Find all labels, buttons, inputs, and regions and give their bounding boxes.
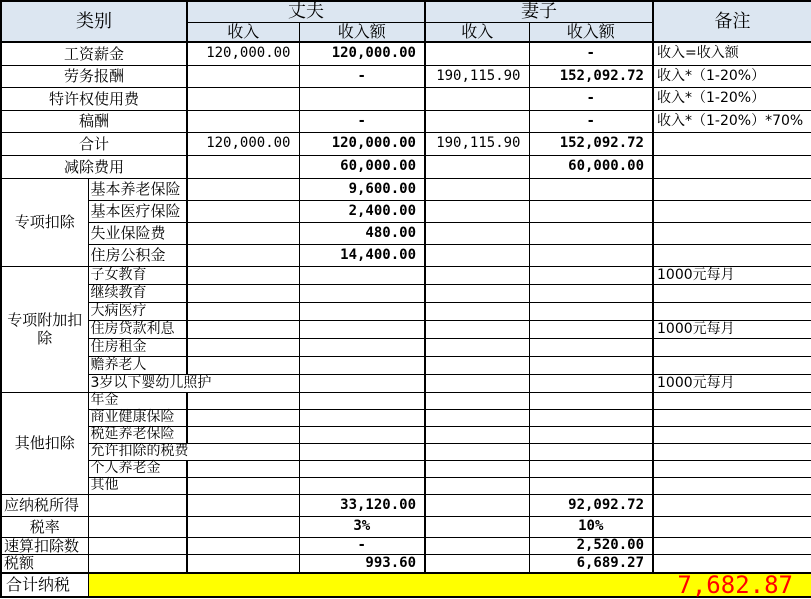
husband-income-cell (187, 178, 299, 200)
husband-amount-cell (299, 266, 425, 284)
wife-amount-cell (529, 392, 653, 409)
summary-spacer-cell (88, 537, 187, 555)
wife-income-cell (425, 87, 529, 110)
remark-cell (653, 460, 811, 477)
husband-income-cell (187, 460, 299, 477)
remark-cell (653, 338, 811, 356)
remark-cell: 收入*（1-20%） (653, 65, 811, 87)
remark-cell (653, 356, 811, 374)
group-label-cell: 专项附加扣除 (1, 266, 88, 392)
row-annuity (1, 392, 811, 409)
row-unemployment (1, 222, 811, 244)
husband-income-cell (187, 477, 299, 494)
husband-amount-cell: 14,400.00 (299, 244, 425, 266)
husband-income-cell (187, 555, 299, 573)
husband-income-cell (187, 87, 299, 110)
item-name-cell: 其他 (88, 477, 187, 494)
wife-amount-cell (529, 426, 653, 443)
wife-income-cell (425, 409, 529, 426)
total-value-cell: 7,682.87 (88, 573, 811, 597)
row-labor (1, 65, 811, 87)
row-infant-care (1, 374, 811, 392)
wife-income-cell (425, 200, 529, 222)
husband-income-cell (187, 284, 299, 302)
husband-amount-cell: - (299, 537, 425, 555)
wife-amount-cell (529, 244, 653, 266)
item-name-cell: 赡养老人 (88, 356, 187, 374)
wife-income-cell (425, 392, 529, 409)
husband-amount-cell: 60,000.00 (299, 155, 425, 178)
husband-amount-cell: 3% (299, 516, 425, 537)
wife-amount-cell (529, 443, 653, 460)
item-name-cell: 个人养老金 (88, 460, 187, 477)
item-name-cell: 子女教育 (88, 266, 187, 284)
wife-amount-cell (529, 200, 653, 222)
husband-income-cell (187, 426, 299, 443)
husband-income-cell (187, 200, 299, 222)
row-serious-illness (1, 302, 811, 320)
wife-amount-cell: - (529, 87, 653, 110)
husband-amount-cell: - (299, 65, 425, 87)
item-name-cell: 继续教育 (88, 284, 187, 302)
row-pension (1, 178, 811, 200)
husband-income-cell: 120,000.00 (187, 132, 299, 155)
husband-amount-cell (299, 284, 425, 302)
item-name-cell: 住房贷款利息 (88, 320, 187, 338)
row-subtotal (1, 132, 811, 155)
row-label-cell: 合计 (1, 132, 187, 155)
husband-income-cell (187, 302, 299, 320)
husband-amount-cell: 2,400.00 (299, 200, 425, 222)
remark-cell (653, 200, 811, 222)
remark-cell: 1000元每月 (653, 266, 811, 284)
remark-cell: 收入*（1-20%） (653, 87, 811, 110)
wife-amount-cell (529, 477, 653, 494)
remark-cell (653, 392, 811, 409)
husband-amount-cell (299, 302, 425, 320)
wife-income-cell (425, 110, 529, 132)
wife-income-cell (425, 284, 529, 302)
wife-amount-cell: 60,000.00 (529, 155, 653, 178)
item-name-cell: 基本养老保险 (88, 178, 187, 200)
wife-amount-cell (529, 356, 653, 374)
item-name-cell: 住房公积金 (88, 244, 187, 266)
header-wife-income: 收入 (425, 22, 529, 42)
header-remarks: 备注 (653, 1, 811, 42)
wife-income-cell (425, 42, 529, 65)
husband-amount-cell (299, 460, 425, 477)
wife-amount-cell (529, 320, 653, 338)
summary-label-cell: 税率 (1, 516, 88, 537)
husband-amount-cell: 9,600.00 (299, 178, 425, 200)
husband-amount-cell: 120,000.00 (299, 132, 425, 155)
wife-income-cell (425, 302, 529, 320)
husband-income-cell (187, 516, 299, 537)
remark-cell (653, 284, 811, 302)
remark-cell (653, 244, 811, 266)
row-label-cell: 特许权使用费 (1, 87, 187, 110)
husband-income-cell (187, 320, 299, 338)
husband-income-cell (187, 356, 299, 374)
husband-amount-cell (299, 374, 425, 392)
husband-income-cell (187, 409, 299, 426)
wife-income-cell (425, 222, 529, 244)
remark-cell (653, 477, 811, 494)
item-name-cell: 年金 (88, 392, 187, 409)
wife-income-cell (425, 477, 529, 494)
husband-amount-cell: 993.60 (299, 555, 425, 573)
husband-income-cell (187, 155, 299, 178)
husband-amount-cell (299, 338, 425, 356)
row-wages (1, 42, 811, 65)
row-elderly-support (1, 356, 811, 374)
row-medical (1, 200, 811, 222)
remark-cell: 收入=收入额 (653, 42, 811, 65)
row-deductible-taxes (1, 443, 811, 460)
husband-income-cell (187, 494, 299, 516)
husband-amount-cell: 480.00 (299, 222, 425, 244)
header-wife: 妻子 (425, 1, 653, 22)
item-name-cell: 允许扣除的税费 (88, 443, 299, 460)
row-mortgage-interest (1, 320, 811, 338)
summary-label-cell: 税额 (1, 555, 88, 573)
wife-income-cell (425, 460, 529, 477)
wife-amount-cell: 92,092.72 (529, 494, 653, 516)
husband-amount-cell (299, 443, 425, 460)
summary-spacer-cell (88, 516, 187, 537)
row-standard-deduction (1, 155, 811, 178)
husband-amount-cell (299, 477, 425, 494)
wife-amount-cell: - (529, 110, 653, 132)
item-name-cell: 住房租金 (88, 338, 187, 356)
remark-cell (653, 222, 811, 244)
wife-income-cell (425, 266, 529, 284)
wife-amount-cell: - (529, 42, 653, 65)
remark-cell (653, 443, 811, 460)
item-name-cell: 大病医疗 (88, 302, 187, 320)
remark-cell: 1000元每月 (653, 320, 811, 338)
header-husband-income: 收入 (187, 22, 299, 42)
item-name-cell: 失业保险费 (88, 222, 187, 244)
row-label-cell: 减除费用 (1, 155, 187, 178)
husband-income-cell (187, 338, 299, 356)
wife-amount-cell (529, 222, 653, 244)
row-housing-fund (1, 244, 811, 266)
wife-income-cell (425, 443, 529, 460)
header-husband: 丈夫 (187, 1, 425, 22)
wife-income-cell (425, 244, 529, 266)
remark-cell (653, 302, 811, 320)
item-name-cell: 税延养老保险 (88, 426, 187, 443)
husband-income-cell (187, 244, 299, 266)
row-tax-deferred-pension (1, 426, 811, 443)
husband-amount-cell (299, 409, 425, 426)
wife-income-cell (425, 356, 529, 374)
row-label-cell: 稿酬 (1, 110, 187, 132)
header-wife-income-amount: 收入额 (529, 22, 653, 42)
husband-income-cell (187, 65, 299, 87)
husband-amount-cell (299, 426, 425, 443)
wife-income-cell (425, 320, 529, 338)
husband-amount-cell: 120,000.00 (299, 42, 425, 65)
husband-amount-cell: - (299, 110, 425, 132)
wife-amount-cell: 152,092.72 (529, 132, 653, 155)
group-label-cell: 其他扣除 (1, 392, 88, 494)
remark-cell (653, 178, 811, 200)
husband-amount-cell (299, 87, 425, 110)
wife-income-cell (425, 494, 529, 516)
husband-income-cell: 120,000.00 (187, 42, 299, 65)
wife-income-cell (425, 178, 529, 200)
husband-income-cell (187, 266, 299, 284)
husband-income-cell (187, 110, 299, 132)
group-label-cell: 专项扣除 (1, 178, 88, 266)
wife-amount-cell: 152,092.72 (529, 65, 653, 87)
wife-income-cell (425, 374, 529, 392)
remark-cell (653, 537, 811, 555)
row-authorship (1, 110, 811, 132)
remark-cell (653, 132, 811, 155)
wife-income-cell (425, 155, 529, 178)
wife-amount-cell (529, 302, 653, 320)
item-name-cell: 商业健康保险 (88, 409, 187, 426)
header-category: 类别 (1, 1, 187, 42)
row-taxable-income (1, 494, 811, 516)
wife-amount-cell (529, 178, 653, 200)
summary-spacer-cell (88, 494, 187, 516)
husband-amount-cell (299, 320, 425, 338)
row-royalties (1, 87, 811, 110)
wife-amount-cell (529, 338, 653, 356)
remark-cell (653, 516, 811, 537)
row-quick-deduction (1, 537, 811, 555)
husband-income-cell (187, 537, 299, 555)
row-label-cell: 工资薪金 (1, 42, 187, 65)
row-label-cell: 劳务报酬 (1, 65, 187, 87)
remark-cell (653, 409, 811, 426)
row-child-education (1, 266, 811, 284)
remark-cell (653, 494, 811, 516)
remark-cell (653, 426, 811, 443)
wife-amount-cell (529, 266, 653, 284)
wife-income-cell (425, 516, 529, 537)
husband-amount-cell: 33,120.00 (299, 494, 425, 516)
husband-amount-cell (299, 392, 425, 409)
summary-label-cell: 应纳税所得 (1, 494, 88, 516)
wife-income-cell (425, 426, 529, 443)
remark-cell: 1000元每月 (653, 374, 811, 392)
row-continuing-education (1, 284, 811, 302)
husband-amount-cell (299, 356, 425, 374)
wife-amount-cell: 6,689.27 (529, 555, 653, 573)
wife-amount-cell: 2,520.00 (529, 537, 653, 555)
husband-income-cell (187, 392, 299, 409)
wife-amount-cell (529, 460, 653, 477)
total-label-cell: 合计纳税 (1, 573, 88, 597)
remark-cell (653, 155, 811, 178)
wife-income-cell (425, 537, 529, 555)
wife-income-cell: 190,115.90 (425, 65, 529, 87)
item-name-cell: 基本医疗保险 (88, 200, 187, 222)
wife-amount-cell: 10% (529, 516, 653, 537)
row-total-tax (1, 573, 811, 597)
summary-spacer-cell (88, 555, 187, 573)
header-husband-income-amount: 收入额 (299, 22, 425, 42)
row-commercial-health-insurance (1, 409, 811, 426)
wife-amount-cell (529, 374, 653, 392)
remark-cell: 收入*（1-20%）*70% (653, 110, 811, 132)
summary-label-cell: 速算扣除数 (1, 537, 88, 555)
row-other-deduction (1, 477, 811, 494)
wife-income-cell (425, 555, 529, 573)
wife-income-cell (425, 338, 529, 356)
wife-amount-cell (529, 409, 653, 426)
wife-income-cell: 190,115.90 (425, 132, 529, 155)
item-name-cell: 3岁以下婴幼儿照护 (88, 374, 299, 392)
row-personal-pension (1, 460, 811, 477)
row-tax-rate (1, 516, 811, 537)
husband-income-cell (187, 222, 299, 244)
row-housing-rent (1, 338, 811, 356)
wife-amount-cell (529, 284, 653, 302)
